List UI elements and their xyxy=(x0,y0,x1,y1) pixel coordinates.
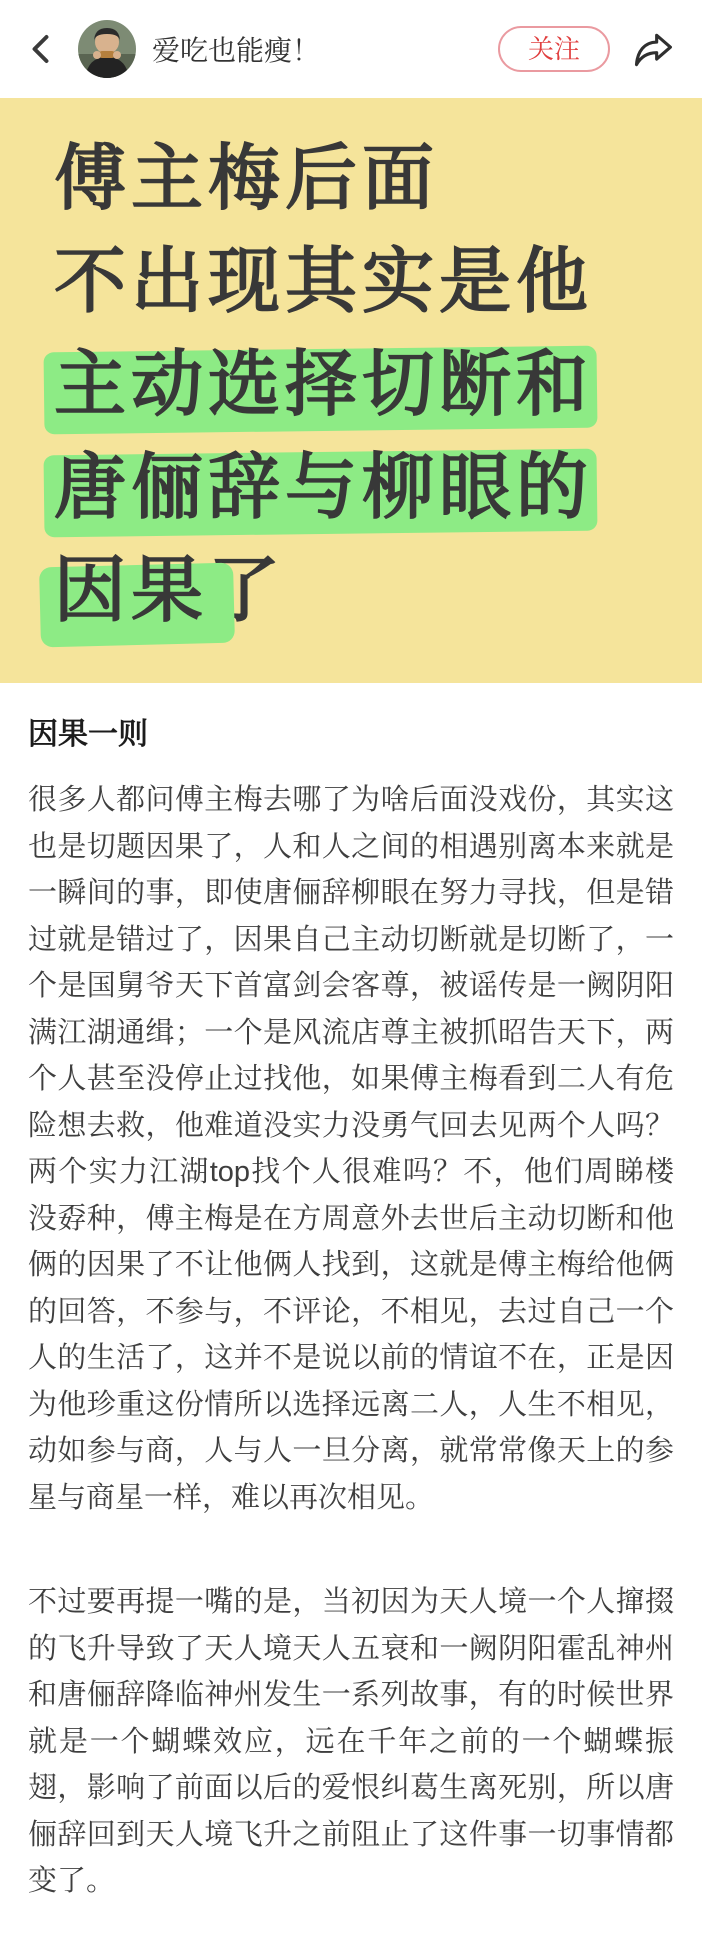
chevron-left-icon xyxy=(24,31,60,67)
follow-button[interactable]: 关注 xyxy=(498,26,610,72)
cover-title-line-partial-highlight: 因果了 xyxy=(54,551,286,631)
share-arrow-icon xyxy=(631,27,675,71)
note-paragraph: 很多人都问傅主梅去哪了为啥后面没戏份，其实这也是切题因果了，人和人之间的相遇别离本来就是一瞬间的事，即使唐俪辞柳眼在努力寻找，但是错过就是错过了，因果自己主动切断就是切断了，一个是国舅爷天下首富剑会客尊，被谣传是一阙阴阳满江湖通缉；一个是风流店尊主被抓昭告天下，两个人甚至没停止过找他，如果傅主梅看到二人有危险想去救，他难道没实力没勇气回去见两个人吗？两个实力江湖top找个人很难吗？不，他们周睇楼没孬种，傅主梅是在方周意外去世后主动切断和他俩的因果了不让他俩人找到，这就是傅主梅给他俩的回答，不参与，不评论，不相见，去过自己一个人的生活了，这并不是说以前的情谊不在，正是因为他珍重这份情所以选择远离二人，人生不相见，动如参与商，人与人一旦分离，就常常像天上的参星与商星一样，难以再次相见。 xyxy=(28,784,674,1514)
username[interactable]: 爱吃也能瘦！ xyxy=(152,35,321,66)
cover-title-line: 傅主梅后面 xyxy=(54,139,440,219)
cover-title-line-highlighted: 主动选择切断和 xyxy=(54,345,594,425)
share-button[interactable] xyxy=(630,26,676,72)
avatar-photo-icon xyxy=(78,20,136,78)
cover-title-line: 不出现其实是他 xyxy=(54,242,594,322)
user-avatar[interactable] xyxy=(78,20,136,78)
note-cover-image[interactable] xyxy=(0,98,702,683)
top-nav-bar xyxy=(0,0,702,98)
note-section-heading: 因果一则 xyxy=(28,718,148,751)
note-body xyxy=(0,683,702,1939)
cover-title-line-highlighted: 唐俪辞与柳眼的 xyxy=(54,448,594,528)
back-button[interactable] xyxy=(20,27,64,71)
note-paragraph: 不过要再提一嘴的是，当初因为天人境一个人撺掇的飞升导致了天人境天人五衰和一阙阴阳霍乱神州和唐俪辞降临神州发生一系列故事，有的时候世界就是一个蝴蝶效应，远在千年之前的一个蝴蝶振翅，影响了前面以后的爱恨纠葛生离死别，所以唐俪辞回到天人境飞升之前阻止了这件事一切事情都变了。 xyxy=(28,1586,674,1897)
